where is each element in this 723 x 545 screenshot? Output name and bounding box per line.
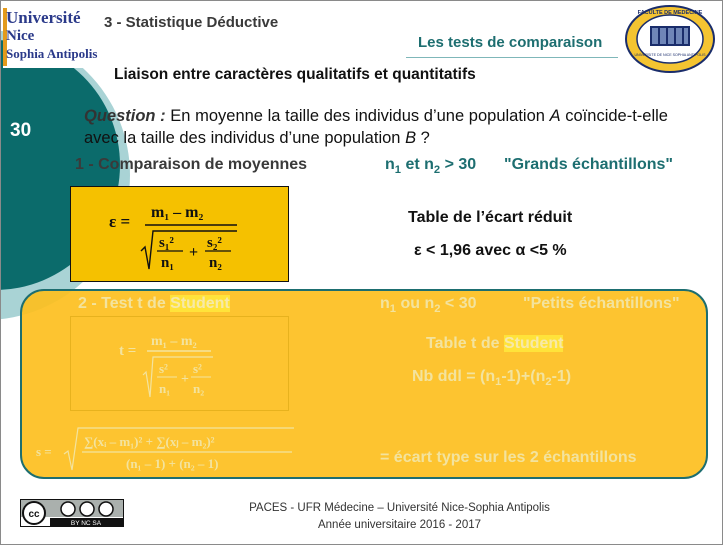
pooled-lhs: s = — [36, 444, 52, 459]
population-b: B — [405, 129, 417, 147]
formula2-numerator: m₁ – m₂ — [151, 334, 197, 349]
section-2-label: 2 - Test t de Student — [78, 295, 230, 312]
section-2-sample-type: "Petits échantillons" — [523, 295, 680, 312]
section-1-condition: $n_1$ et $n_2 > 30$ — [385, 156, 477, 177]
formula1-plus: + — [189, 244, 199, 261]
section-subtitle: Les tests de comparaison — [418, 34, 603, 51]
formula1-numerator: m₁ – m₂ — [151, 204, 204, 221]
pooled-sd-description: = écart type sur les 2 échantillons — [380, 449, 637, 466]
t-formula-box — [70, 316, 289, 411]
logo-line-3: Sophia Antipolis — [6, 46, 98, 61]
z-score-formula — [71, 187, 288, 281]
question-label: Question : — [84, 107, 166, 125]
pooled-numerator: ∑(xᵢ – m₁)² + ∑(xⱼ – m₂)² — [84, 434, 215, 449]
seal-bottom-text: UNIVERSITE DE NICE SOPHIA ANTIPOLIS — [634, 53, 706, 57]
formula1-lhs: ε = — [109, 212, 131, 231]
logo-line-2: Nice — [6, 28, 35, 44]
formula2-n1: n₁ — [159, 381, 171, 396]
formula2-plus: + — [181, 372, 189, 387]
slide-title: Liaison entre caractères qualitatifs et quantitatifs — [114, 66, 476, 83]
university-logo — [3, 6, 98, 68]
t-formula — [71, 317, 288, 410]
population-a: A — [549, 107, 561, 125]
formula2-lhs: t = — [119, 343, 137, 359]
svg-text:cc: cc — [28, 509, 40, 520]
formula1-s1: s₁² — [159, 235, 174, 251]
seal-top-text: FACULTE DE MEDECINE — [637, 10, 703, 16]
section-2-condition: $n_1$ ou $n_2 < 30$ — [380, 295, 477, 316]
degrees-of-freedom: Nb ddl = $(n_1-1)+(n_2-1)$ — [412, 368, 572, 389]
footer-year: Année universitaire 2016 - 2017 — [317, 519, 482, 531]
z-score-formula-box — [70, 186, 289, 282]
question-text — [84, 105, 668, 149]
pooled-sd-formula — [30, 424, 300, 474]
page-number: 30 — [10, 120, 32, 141]
faculty-seal-icon — [624, 4, 716, 74]
formula2-s1: s² — [159, 361, 168, 376]
formula2-n2: n₂ — [193, 381, 205, 396]
formula2-s2: s² — [193, 361, 202, 376]
student-highlight: Student — [170, 295, 230, 312]
t-table-label: Table t de Student — [426, 335, 564, 352]
pooled-denominator: (n₁ – 1) + (n₂ – 1) — [126, 456, 219, 471]
table-label: Table de l’écart réduit — [408, 209, 573, 226]
criterion: ε < 1,96 avec α <5 % — [414, 242, 567, 259]
chapter-title: 3 - Statistique Déductive — [104, 14, 279, 31]
section-1-label: 1 - Comparaison de moyennes — [75, 156, 308, 173]
student-highlight-2: Student — [503, 335, 564, 352]
logo-line-1: Université — [6, 8, 81, 27]
formula1-n2: n₂ — [209, 255, 222, 271]
formula1-s2: s₂² — [207, 235, 222, 251]
question-part-3: ? — [416, 129, 430, 147]
question-part-2: coïncide-t-elle avec la taille des individus d’une population — [84, 107, 668, 147]
subtitle-divider — [406, 57, 618, 58]
license-text: BY NC SA — [70, 520, 102, 527]
footer-institution: PACES - UFR Médecine – Université Nice-Sophia Antipolis — [249, 502, 550, 514]
section-1-sample-type: "Grands échantillons" — [504, 156, 673, 173]
question-part-1: En moyenne la taille des individus d’une population — [165, 107, 550, 125]
formula1-n1: n₁ — [161, 255, 174, 271]
